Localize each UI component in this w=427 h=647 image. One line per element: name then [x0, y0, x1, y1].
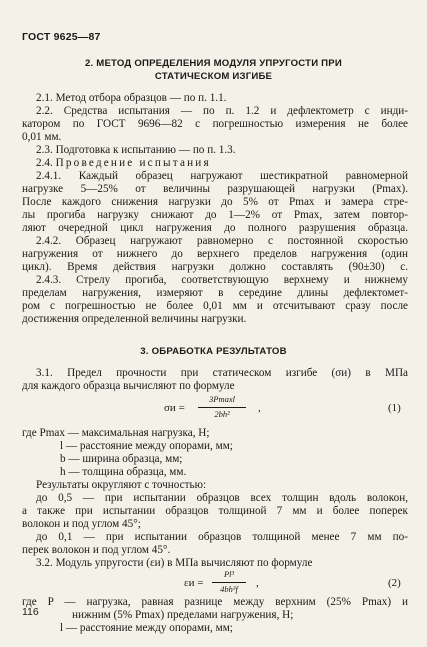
para-2-4-2-line-2: нагружения от нижнего до верхнего пределов нагружения (один: [22, 248, 408, 260]
para-2-3: 2.3. Подготовка к испытанию — по п. 1.3.: [36, 144, 236, 156]
rounding-0-5-line-3: волокон и под углом 45°;: [22, 518, 141, 530]
where-l: l — расстояние между опорами, мм;: [60, 440, 233, 452]
para-2-2-line-1: 2.2. Средства испытания — по п. 1.2 и дефлектометр с инди-: [36, 105, 408, 117]
para-2-4-1-line-3: После каждого снижения нагрузки до 5% от Pmax и замера стре-: [22, 196, 408, 208]
para-3-1-line-2: для каждого образца вычисляют по формуле: [22, 380, 235, 392]
para-2-4-1-line-5: ляют очередной цикл нагружения до полного разрушения образца.: [22, 222, 408, 234]
formula-2-denominator: 4bh³f: [220, 584, 238, 594]
rounding-0-5-line-1: до 0,5 — при испытании образцов всех толщин вдоль волокон,: [36, 492, 408, 504]
where-p-line-2: нижним (5% Pmax) пределами нагружения, Н;: [72, 609, 294, 621]
para-2-4-2-line-3: цикл). Время действия нагрузки должно составлять (90±30) с.: [22, 261, 408, 273]
where-l-2: l — расстояние между опорами, мм;: [60, 622, 233, 634]
where-h: h — толщина образца, мм.: [60, 466, 187, 478]
formula-2-comma: ,: [256, 577, 259, 589]
page-number: 116: [22, 606, 39, 618]
section-2-title-line-2: СТАТИЧЕСКОМ ИЗГИБЕ: [154, 71, 273, 82]
para-2-4-1-line-2: нагрузке 5—25% от величины разрушающей нагрузки (Pmax).: [22, 183, 408, 195]
formula-1-fraction-bar: [198, 407, 246, 408]
where-p-line-1: где P — нагрузка, равная разнице между верхним (25% Pmax) и: [22, 596, 408, 608]
para-2-4-number: 2.4.: [36, 157, 53, 169]
para-2-4-1-line-4: лы прогиба нагрузку снижают до 1—2% от Pmax, затем повтор-: [22, 209, 408, 221]
section-3-title: 3. ОБРАБОТКА РЕЗУЛЬТАТОВ: [140, 346, 287, 357]
page-header: ГОСТ 9625—87: [22, 31, 101, 43]
formula-2-lhs: εи =: [184, 577, 204, 589]
para-2-4: [36, 157, 211, 170]
formula-2-fraction-bar: [212, 582, 246, 583]
where-pmax: где Pmax — максимальная нагрузка, Н;: [22, 427, 210, 439]
para-2-4-2-line-1: 2.4.2. Образец нагружают равномерно с постоянной скоростью: [36, 235, 408, 247]
para-2-2-line-2: катором по ГОСТ 9696—82 с погрешностью измерения не более: [22, 118, 408, 130]
para-3-2: 3.2. Модуль упругости (εи) в МПа вычисляют по формуле: [36, 557, 313, 569]
formula-1-comma: ,: [258, 402, 261, 414]
formula-2-numerator: Pl³: [223, 569, 235, 579]
para-2-1: 2.1. Метод отбора образцов — по п. 1.1.: [36, 92, 227, 104]
rounding-0-1-line-2: перек волокон и под углом 45°.: [22, 544, 171, 556]
formula-1-denominator: 2bh²: [214, 409, 230, 419]
para-2-4-3-line-4: достижения определенной величины нагрузки.: [22, 313, 247, 325]
para-3-1-line-1: 3.1. Предел прочности при статическом изгибе (σи) в МПа: [36, 367, 408, 379]
para-2-4-3-line-3: ром с погрешностью не более 0,01 мм и отсчитывают сразу после: [22, 300, 408, 312]
formula-1-numerator: 3Pmaxl: [209, 394, 235, 404]
rounding-0-5-line-2: а также при испытании образцов толщиной 7 мм и более поперек: [22, 505, 408, 517]
where-b: b — ширина образца, мм;: [60, 453, 183, 465]
formula-1-number: (1): [388, 402, 401, 414]
para-2-4-3-line-1: 2.4.3. Стрелу прогиба, соответствующую верхнему и нижнему: [36, 274, 408, 286]
formula-2-number: (2): [388, 577, 401, 589]
section-2-title-line-1: 2. МЕТОД ОПРЕДЕЛЕНИЯ МОДУЛЯ УПРУГОСТИ ПРИ: [85, 58, 342, 69]
para-2-4-heading: Проведение испытания: [55, 157, 211, 169]
rounding-intro: Результаты округляют с точностью:: [36, 479, 207, 491]
rounding-0-1-line-1: до 0,1 — при испытании образцов толщиной менее 7 мм по-: [36, 531, 408, 543]
para-2-4-3-line-2: пределам нагружения, измеряют в середине длины дефлектомет-: [22, 287, 408, 299]
para-2-2-line-3: 0,01 мм.: [22, 131, 62, 143]
formula-1-lhs: σи =: [164, 402, 185, 414]
para-2-4-1-line-1: 2.4.1. Каждый образец нагружают шестикратной равномерной: [36, 170, 408, 182]
